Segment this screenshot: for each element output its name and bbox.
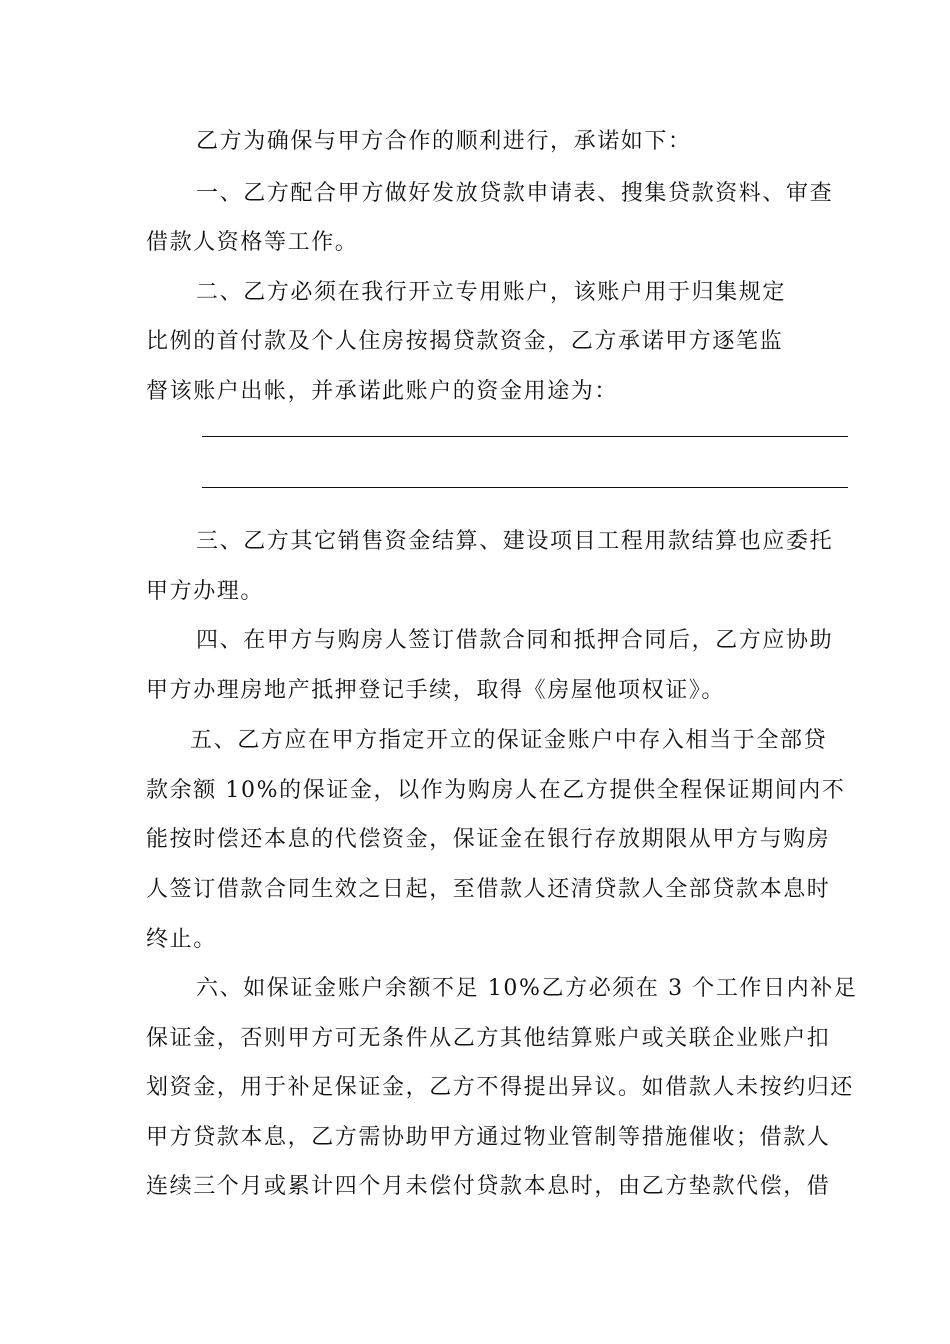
clause-4-line-1: 四、在甲方与购房人签订借款合同和抵押合同后，乙方应协助 (196, 628, 834, 653)
clause-4-line-2: 甲方办理房地产抵押登记手续，取得《房屋他项权证》。 (146, 678, 726, 703)
clause-1-line-1: 一、乙方配合甲方做好发放贷款申请表、搜集贷款资料、审查 (196, 181, 834, 206)
clause-6-line-3: 划资金，用于补足保证金，乙方不得提出异议。如借款人未按约归还 (146, 1075, 855, 1100)
clause-5-line-5: 终止。 (146, 927, 217, 952)
clause-6-line-4: 甲方贷款本息，乙方需协助甲方通过物业管制等措施催收；借款人 (146, 1125, 831, 1150)
clause-3-line-2: 甲方办理。 (146, 579, 265, 604)
clause-1-line-2: 借款人资格等工作。 (146, 230, 359, 255)
clause-6-line-2: 保证金，否则甲方可无条件从乙方其他结算账户或关联企业账户扣 (146, 1026, 831, 1051)
blank-fill-line-2 (202, 487, 848, 488)
blank-fill-line-1 (202, 436, 848, 437)
clause-5-line-4: 人签订借款合同生效之日起，至借款人还清贷款人全部贷款本息时 (146, 877, 831, 902)
clause-5-line-2: 款余额 10%的保证金，以作为购房人在乙方提供全程保证期间内不 (146, 778, 846, 803)
clause-2-line-2: 比例的首付款及个人住房按揭贷款资金，乙方承诺甲方逐笔监 (146, 329, 784, 354)
clause-2-line-3: 督该账户出帐，并承诺此账户的资金用途为： (146, 379, 619, 404)
clause-3-line-1: 三、乙方其它销售资金结算、建设项目工程用款结算也应委托 (196, 529, 834, 554)
clause-2-line-1: 二、乙方必须在我行开立专用账户，该账户用于归集规定 (196, 280, 787, 305)
clause-6-line-1: 六、如保证金账户余额不足 10%乙方必须在 3 个工作日内补足 (196, 976, 858, 1001)
intro-line: 乙方为确保与甲方合作的顺利进行，承诺如下： (196, 129, 692, 154)
clause-6-line-5: 连续三个月或累计四个月未偿付贷款本息时，由乙方垫款代偿，借 (146, 1174, 831, 1199)
clause-5-line-3: 能按时偿还本息的代偿资金，保证金在银行存放期限从甲方与购房 (146, 827, 831, 852)
clause-5-line-1: 五、乙方应在甲方指定开立的保证金账户中存入相当于全部贷 (190, 728, 828, 753)
